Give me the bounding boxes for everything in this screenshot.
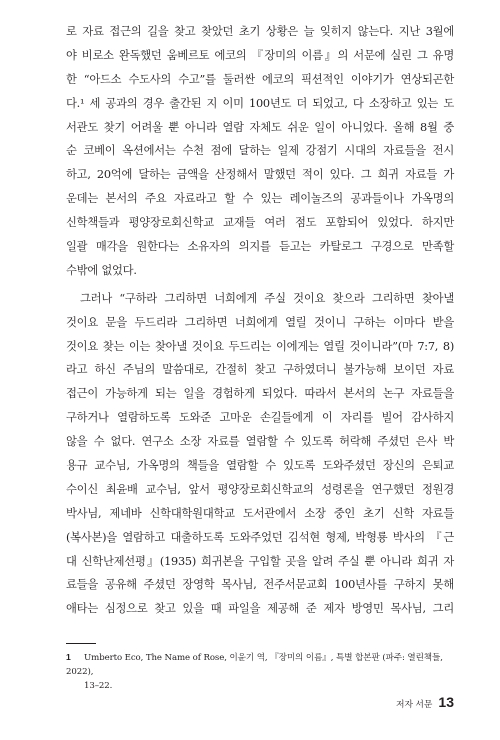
text-line: 야 비로소 완독했던 움베르토 에코의 『장미의 이름』의 서문에 실린 그 유명 <box>66 48 454 62</box>
text-line: 일괄 매각을 원한다는 소유자의 의지를 듣고는 카탈로그 구경으로 만족할 <box>66 240 454 254</box>
text-line: 료들을 공유해 주셨던 장영학 목사님, 전주서문교회 100년사를 구하지 못해 <box>66 578 454 592</box>
text-line: 서관도 찾기 어려울 뿐 아니라 열람 자체도 쉬운 일이 아니었다. 올해 8월 중 <box>66 120 454 134</box>
footnote-number: 1 <box>66 652 71 662</box>
footnote-divider <box>66 643 96 644</box>
text-line: 운데는 본서의 주요 자료라고 할 수 있는 레이놀즈의 공과들이나 가옥명의 <box>66 192 454 206</box>
text-line: 않을 수 없다. 연구소 소장 자료를 열람할 수 있도록 허락해 주셨던 은사 박 <box>66 435 454 449</box>
footnote <box>66 650 458 693</box>
text-line: 대 신학난제선평』(1935) 희귀본을 구입할 곳을 알려 주실 뿐 아니라 희귀 자 <box>66 554 454 568</box>
text-line: 그러나 “구하라 그리하면 너희에게 주실 것이요 찾으라 그리하면 찾아낼 <box>80 291 454 305</box>
text-line: 것이요 찾는 이는 찾아낼 것이요 두드리는 이에게는 열릴 것이니라”(마 7:7, 8) <box>66 339 454 353</box>
body-text <box>66 20 454 621</box>
text-line: (복사본)을 열람하고 대출하도록 도와주었던 김석현 형제, 박형룡 박사의 『근 <box>66 530 454 544</box>
text-line: 구하거나 열람하도록 도와준 고마운 손길들에게 이 자리를 빌어 감사하지 <box>66 411 454 425</box>
text-line: 한 “아드소 수도사의 수고”를 둘러싼 에코의 픽션적인 이야기가 연상되곤한 <box>66 72 454 86</box>
text-line: 용규 교수님, 가옥명의 책들을 열람할 수 있도록 도와주셨던 장신의 은퇴교 <box>66 459 454 473</box>
footnote-text-continued: 13–22. <box>84 681 113 691</box>
text-line: 접근이 가능하게 되는 일을 경험하게 되었다. 따라서 본서의 논구 자료들을 <box>66 387 454 401</box>
text-line: 라고 하신 주님의 말씀대로, 간절히 찾고 구하였더니 불가능해 보이던 자료 <box>66 363 454 377</box>
running-head: 저자 서문 <box>395 699 433 709</box>
paragraph-2 <box>66 287 454 621</box>
text-line: 다.¹ 세 공과의 경우 출간된 지 이미 100년도 더 되었고, 다 소장하고 있는 도 <box>66 96 454 110</box>
text-line: 하고, 20억에 달하는 금액을 산정해서 말했던 적이 있다. 그 희귀 자료들 가 <box>66 168 454 182</box>
page-number: 13 <box>438 694 454 710</box>
text-line: 신학책들과 평양장로회신학교 교재들 여러 점도 포함되어 있었다. 하지만 <box>66 216 454 230</box>
page-footer <box>396 694 454 714</box>
text-line: 수이신 최윤배 교수님, 앞서 평양장로회신학교의 성령론을 연구했던 정원경 <box>66 482 454 496</box>
text-line: 박사님, 제네바 신학대학원대학교 도서관에서 소장 중인 초기 신학 자료들 <box>66 506 454 520</box>
text-line: 로 자료 접근의 길을 찾고 찾았던 초기 상황은 늘 잊히지 않는다. 지난 3월에 <box>66 25 454 38</box>
text-line: 순 코베이 옥션에서는 수천 점에 달하는 일제 강점기 시대의 자료들을 전시 <box>66 144 454 158</box>
text-line: 애타는 심정으로 찾고 있을 때 파일을 제공해 준 제자 방영민 목사님, 그리 <box>66 602 454 616</box>
footnote-text: Umberto Eco, The Name of Rose, 이윤기 역, 『장미의 이름』, 특별 합본판 (파주: 열린책들, 2022), <box>66 653 443 677</box>
text-line: 수밖에 없었다. <box>66 263 137 277</box>
paragraph-1 <box>66 20 454 283</box>
text-line: 것이요 문을 두드리라 그리하면 너희에게 열릴 것이니 구하는 이마다 받을 <box>66 315 454 329</box>
